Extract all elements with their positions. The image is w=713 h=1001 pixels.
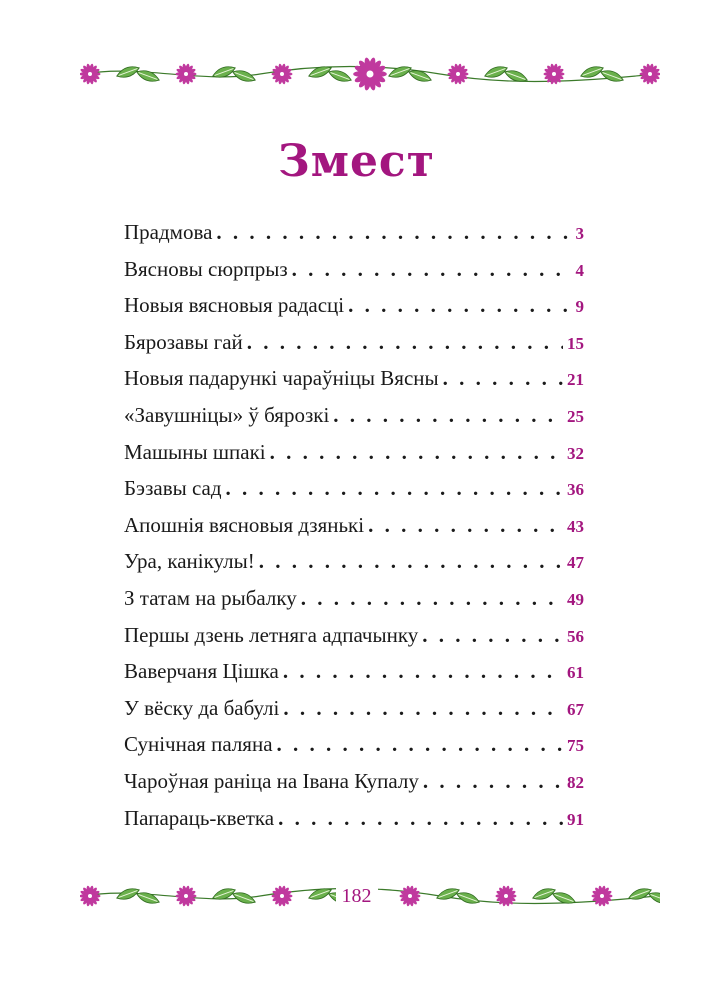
top-floral-border [80,56,660,92]
dot-leader [283,659,563,684]
toc-entry[interactable] [124,257,584,294]
toc-entry[interactable] [124,403,584,440]
dot-leader [301,586,563,611]
dot-leader [443,366,563,391]
toc-entry-page: 4 [575,260,584,280]
toc-entry-title: Апошнія вясновыя дзянькі [124,512,365,537]
toc-entry[interactable] [124,732,584,769]
toc-entry-title: Новыя падарункі чараўніцы Вясны [124,366,439,391]
toc-entry[interactable] [124,586,584,623]
toc-entry-title: У вёску да бабулі [124,695,280,720]
toc-entry-page: 61 [567,663,584,683]
toc-entry-page: 56 [567,626,584,646]
toc-entry-page: 82 [567,772,584,792]
dot-leader [348,293,571,318]
toc-entry[interactable] [124,476,584,513]
toc-entry-page: 49 [567,589,584,609]
page-number-wrapper [0,885,713,908]
toc-entry-page: 21 [567,370,584,390]
table-of-contents [124,220,584,842]
toc-entry-page: 36 [567,480,584,500]
toc-entry-page: 67 [567,699,584,719]
toc-entry-page: 25 [567,406,584,426]
toc-entry-title: Ура, канікулы! [124,549,255,574]
dot-leader [283,696,563,721]
toc-entry-title: Вясновы сюрпрыз [124,256,288,281]
toc-entry-title: Першы дзень летняга адпачынку [124,622,419,647]
dot-leader [422,623,563,648]
toc-entry-page: 91 [567,809,584,829]
dot-leader [423,769,563,794]
toc-entry-page: 75 [567,736,584,756]
toc-entry-page: 43 [567,516,584,536]
toc-entry[interactable] [124,366,584,403]
toc-entry[interactable] [124,440,584,477]
dot-leader [247,330,563,355]
toc-entry-title: Прадмова [124,220,213,244]
toc-entry-title: Ваверчаня Цішка [124,659,279,684]
dot-leader [259,549,563,574]
toc-entry-title: Бярозавы гай [124,329,243,354]
toc-entry-title: Чароўная раніца на Івана Купалу [124,768,419,793]
toc-entry-title: Новыя вясновыя радасці [124,293,345,318]
toc-entry-title: Бэзавы сад [124,476,222,501]
dot-leader [333,403,563,428]
dot-leader [216,220,571,245]
toc-entry[interactable] [124,769,584,806]
toc-entry-page: 32 [567,443,584,463]
dot-leader [226,476,563,501]
toc-entry-title: «Завушніцы» ў бярозкі [124,402,330,427]
toc-entry[interactable] [124,623,584,660]
toc-entry-title: Сунічная паляна [124,732,273,757]
toc-entry[interactable] [124,696,584,733]
toc-entry-title: Папараць-кветка [124,805,275,830]
toc-entry[interactable] [124,659,584,696]
toc-entry-page: 9 [575,297,584,317]
page-number: 182 [336,885,378,907]
floral-border-icon [80,56,660,92]
toc-entry[interactable] [124,293,584,330]
toc-entry-page: 15 [567,333,584,353]
toc-entry-page: 3 [575,224,584,243]
toc-entry-page: 47 [567,553,584,573]
toc-entry-title: Машыны шпакі [124,439,266,464]
dot-leader [277,732,563,757]
dot-leader [270,440,563,465]
toc-entry-title: З татам на рыбалку [124,585,297,610]
dot-leader [278,806,563,831]
toc-entry[interactable] [124,513,584,550]
dot-leader [368,513,563,538]
toc-entry[interactable] [124,806,584,843]
dot-leader [292,257,572,282]
page-title: Змест [277,136,435,187]
toc-entry[interactable] [124,330,584,367]
toc-entry[interactable] [124,549,584,586]
toc-entry[interactable] [124,220,584,257]
